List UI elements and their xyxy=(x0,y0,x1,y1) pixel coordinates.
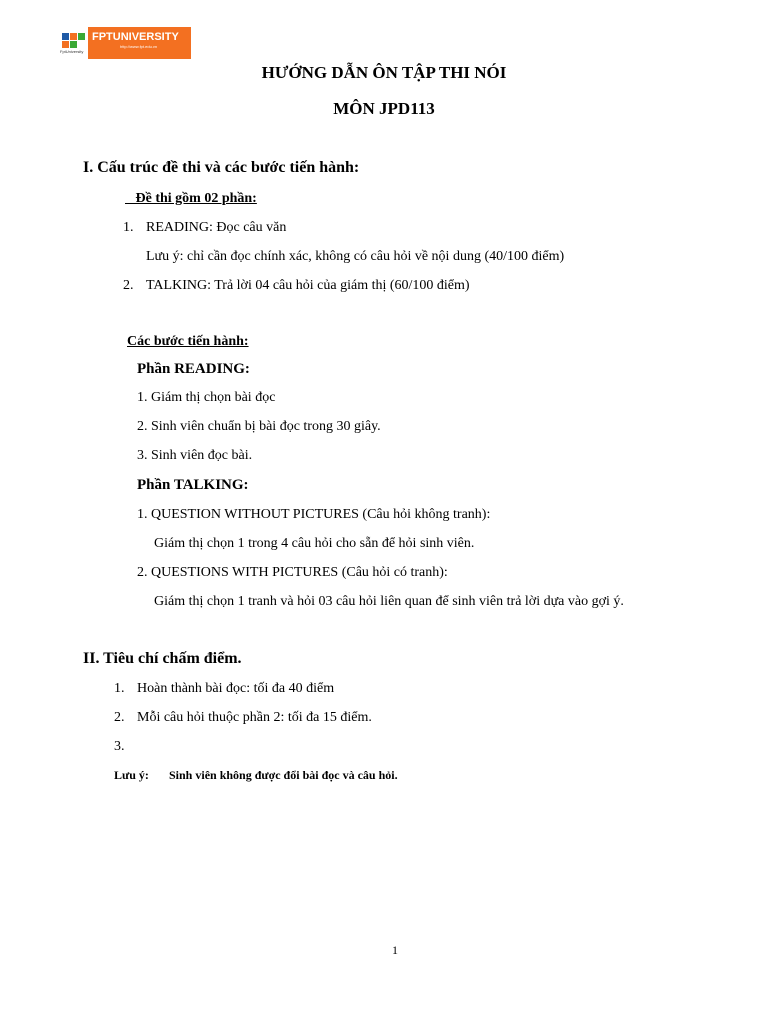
talking-step-1-detail: Giám thị chọn 1 trong 4 câu hỏi cho sẵn để hỏi sinh viên. xyxy=(154,536,475,551)
talking-step-2: 2. QUESTIONS WITH PICTURES (Câu hỏi có tranh): xyxy=(137,565,448,580)
talking-step-2-detail: Giám thị chọn 1 tranh và hỏi 03 câu hỏi liên quan để sinh viên trả lời dựa vào gợi ý. xyxy=(154,594,624,609)
logo-name: UNIVERSITY xyxy=(112,31,179,43)
logo-wordmark xyxy=(88,27,191,59)
criteria-1-text: Hoàn thành bài đọc: tối đa 40 điểm xyxy=(137,681,335,696)
part-2-number: 2. xyxy=(123,278,134,293)
section-1-subheading-text: Đề thi gồm 02 phần: xyxy=(135,191,257,206)
criteria-2-number: 2. xyxy=(114,710,125,725)
part-1-note: Lưu ý: chỉ cần đọc chính xác, không có câu hỏi về nội dung (40/100 điểm) xyxy=(146,249,565,264)
steps-heading: Các bước tiến hành: xyxy=(127,334,249,349)
document-title: HƯỚNG DẪN ÔN TẬP THI NÓI xyxy=(261,63,507,82)
document-subtitle: MÔN JPD113 xyxy=(333,99,435,118)
reading-step-1: 1. Giám thị chọn bài đọc xyxy=(137,390,276,405)
reading-step-3: 3. Sinh viên đọc bài. xyxy=(137,448,253,463)
reading-heading: Phần READING: xyxy=(137,361,250,377)
reading-step-2: 2. Sinh viên chuẩn bị bài đọc trong 30 giây. xyxy=(137,419,381,434)
section-2-heading: II. Tiêu chí chấm điểm. xyxy=(83,650,242,667)
criteria-1-number: 1. xyxy=(114,681,125,696)
logo-url: http://www.fpt.edu.vn xyxy=(120,44,158,49)
talking-step-1: 1. QUESTION WITHOUT PICTURES (Câu hỏi không tranh): xyxy=(137,507,491,522)
logo-brand: FPT xyxy=(92,31,113,43)
criteria-2-text: Mỗi câu hỏi thuộc phần 2: tối đa 15 điểm. xyxy=(137,710,372,725)
section-1-heading: I. Cấu trúc đề thi và các bước tiến hành: xyxy=(83,159,360,176)
talking-heading: Phần TALKING: xyxy=(137,477,249,493)
part-1-number: 1. xyxy=(123,220,134,235)
part-2-text: TALKING: Trả lời 04 câu hỏi của giám thị (60/100 điểm) xyxy=(146,278,470,293)
section-1-subheading xyxy=(125,191,257,207)
page-number: 1 xyxy=(392,943,398,957)
final-note-label: Lưu ý: xyxy=(114,768,149,782)
logo-tagline: FptUniversity xyxy=(60,49,84,54)
fpt-university-logo xyxy=(60,27,191,59)
criteria-3-number: 3. xyxy=(114,739,125,754)
part-1-text: READING: Đọc câu văn xyxy=(146,220,287,235)
final-note-text: Sinh viên không được đổi bài đọc và câu hỏi. xyxy=(169,768,398,782)
fpt-logo-mark xyxy=(60,27,88,59)
